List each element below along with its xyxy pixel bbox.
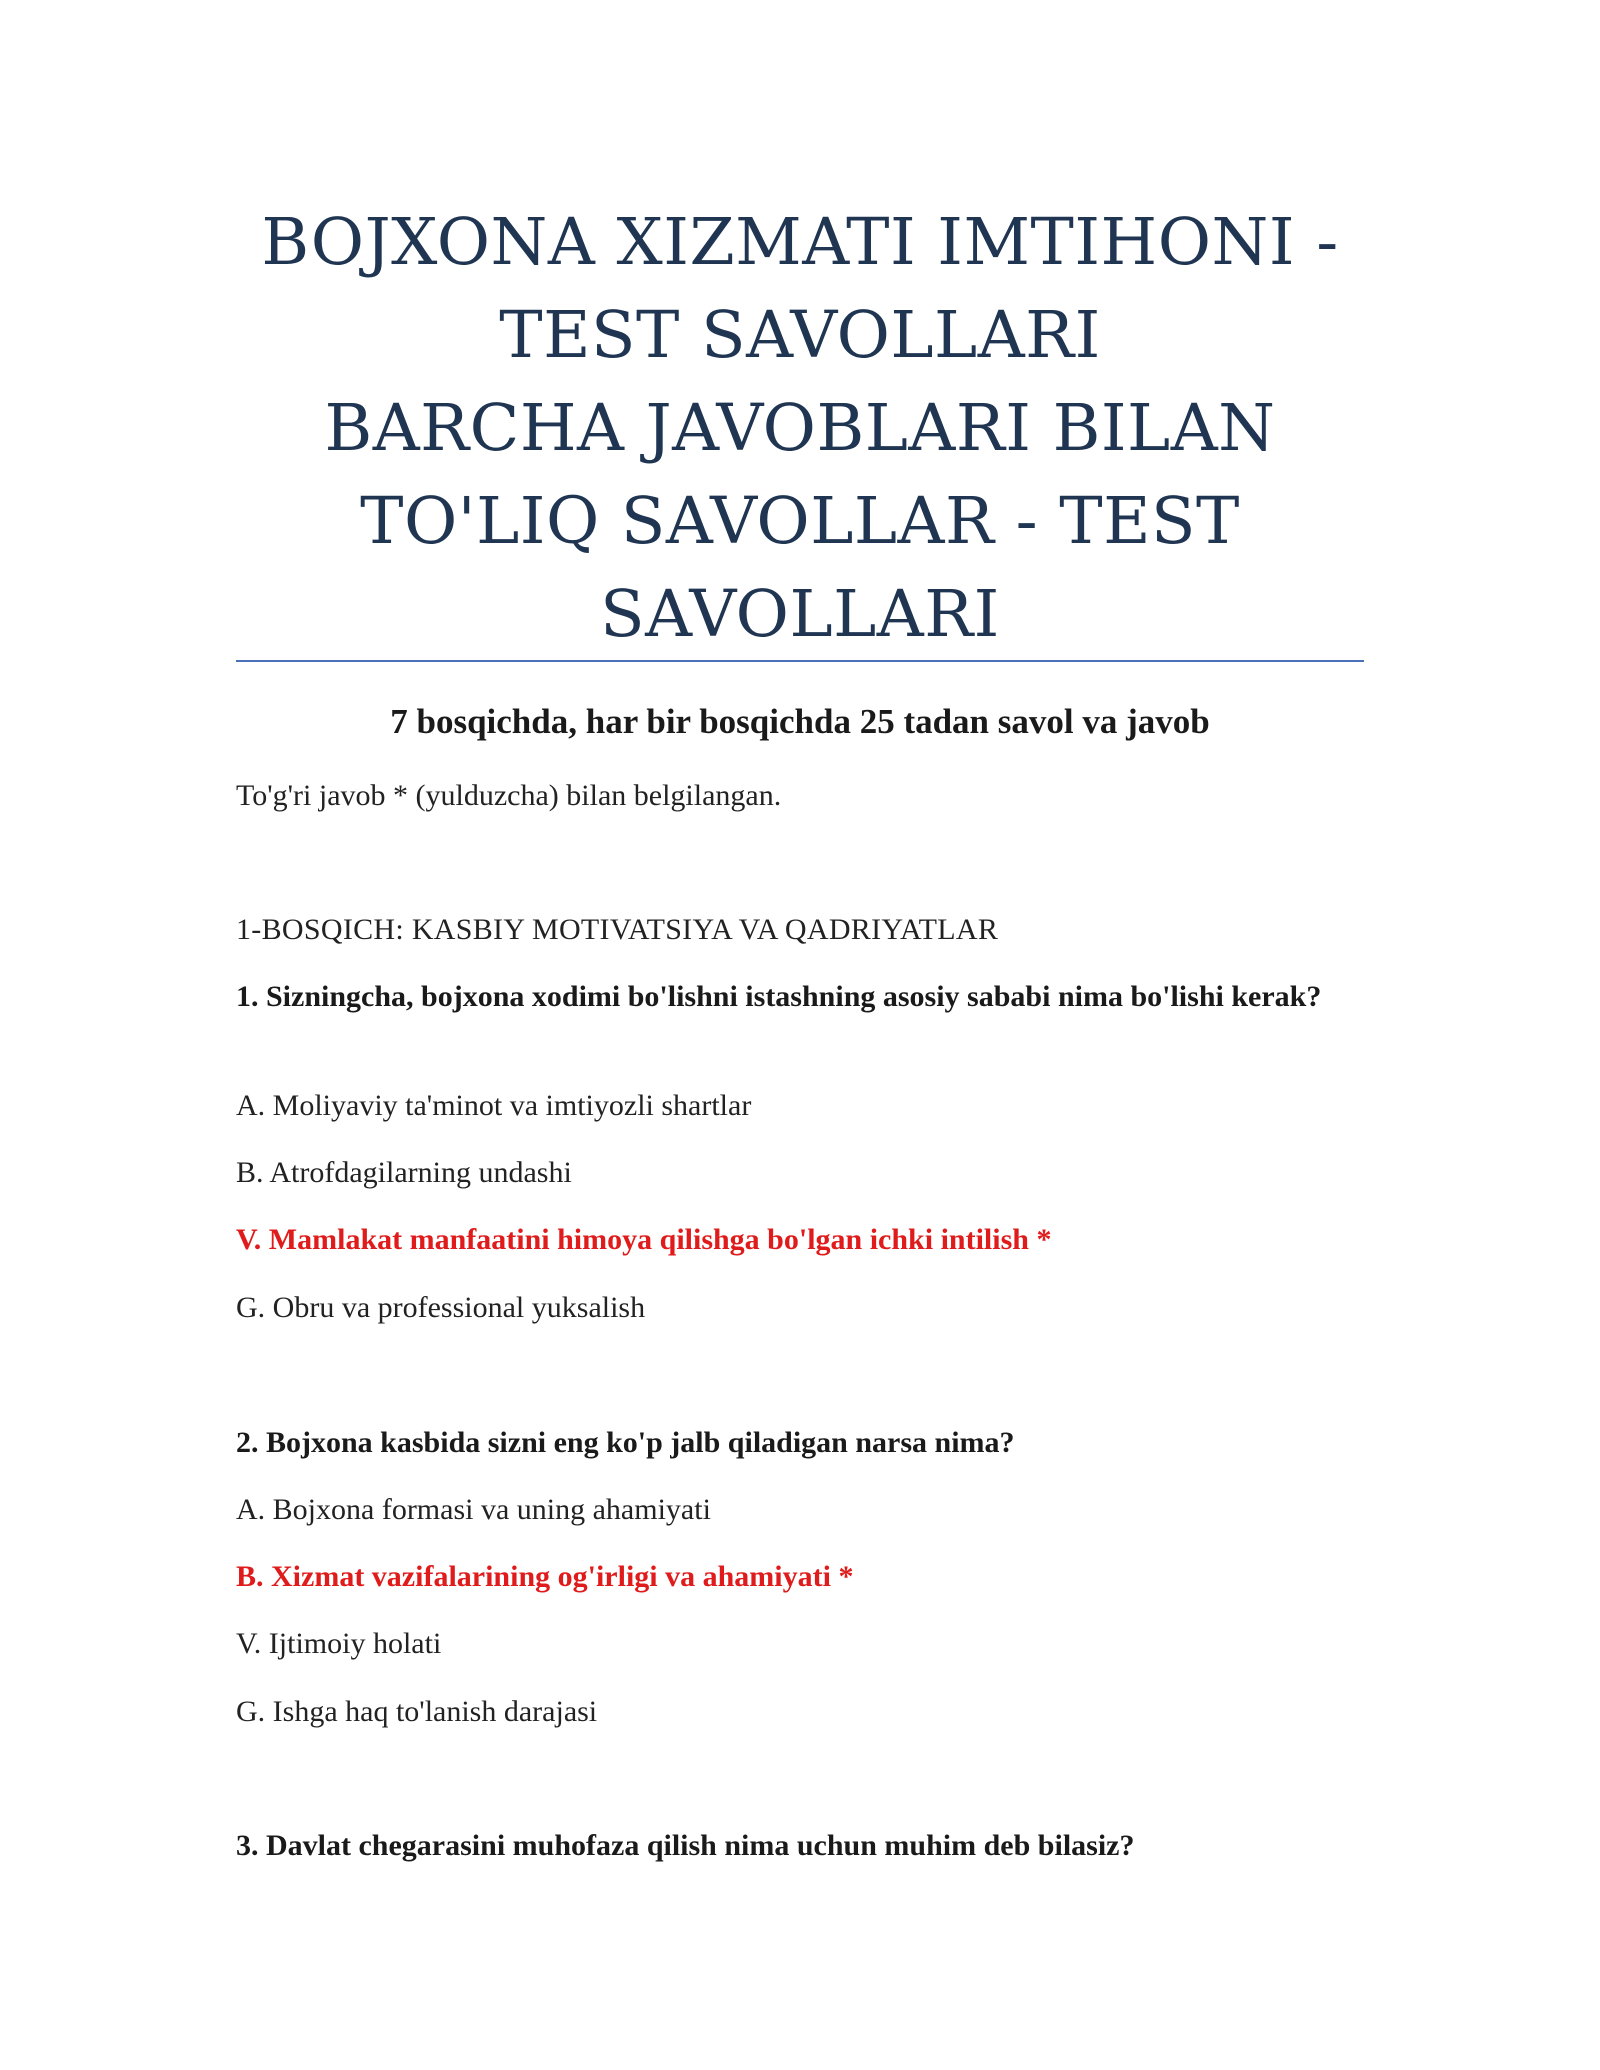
title-line: TEST SAVOLLARI <box>499 298 1101 373</box>
question-3: 3. Davlat chegarasini muhofaza qilish nima uchun muhim deb bilasiz? <box>236 1829 1135 1862</box>
title-divider <box>236 660 1364 662</box>
question-2-option-g: G. Ishga haq to'lanish darajasi <box>236 1695 598 1728</box>
question-2: 2. Bojxona kasbida sizni eng ko'p jalb qiladigan narsa nima? <box>236 1426 1015 1459</box>
answer-key-note: To'g'ri javob * (yulduzcha) bilan belgilangan. <box>236 779 782 812</box>
document-title <box>236 196 1364 661</box>
title-line: BOJXONA XIZMATI IMTIHONI - <box>261 205 1339 280</box>
question-1-option-v-correct: V. Mamlakat manfaatini himoya qilishga bo'lgan ichki intilish * <box>236 1223 1052 1256</box>
question-1: 1. Sizningcha, bojxona xodimi bo'lishni istashning asosiy sababi nima bo'lishi kerak? <box>236 980 1322 1013</box>
question-1-option-a: A. Moliyaviy ta'minot va imtiyozli shartlar <box>236 1089 752 1122</box>
question-1-option-g: G. Obru va professional yuksalish <box>236 1291 646 1324</box>
title-line: BARCHA JAVOBLARI BILAN <box>324 391 1276 466</box>
title-line: SAVOLLARI <box>600 577 1000 652</box>
section-heading: 1-BOSQICH: KASBIY MOTIVATSIYA VA QADRIYATLAR <box>236 913 999 946</box>
question-2-option-v: V. Ijtimoiy holati <box>236 1627 442 1660</box>
question-2-option-b-correct: B. Xizmat vazifalarining og'irligi va ahamiyati * <box>236 1560 854 1593</box>
document-subtitle: 7 bosqichda, har bir bosqichda 25 tadan savol va javob <box>390 702 1210 741</box>
title-line: TO'LIQ SAVOLLAR - TEST <box>360 484 1240 559</box>
question-1-option-b: B. Atrofdagilarning undashi <box>236 1156 572 1189</box>
question-2-option-a: A. Bojxona formasi va uning ahamiyati <box>236 1493 711 1526</box>
